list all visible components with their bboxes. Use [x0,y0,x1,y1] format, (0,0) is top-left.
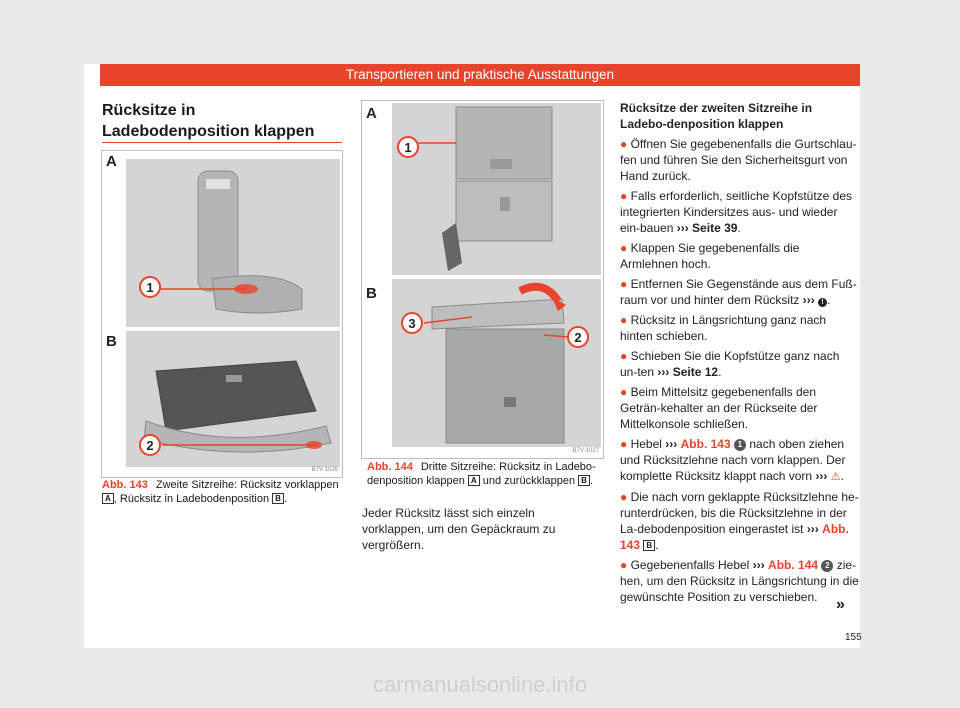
callout-2: 2 [146,438,154,453]
box-b: B [643,540,655,551]
caption-text: Zweite Sitzreihe: Rücksitz vorklappen [155,479,339,491]
seat-folded-illustration [126,159,340,327]
step-7: ● Beim Mittelsitz gegebenenfalls den Geträn-kehalter an der Rückseite der Mittelkonsole schließen. [620,385,818,431]
figure-143-code: B7V-1026 [311,467,338,473]
caution-icon: ! [818,298,827,307]
third-row-fold-illustration [392,279,601,447]
section-title: Rücksitze in Ladebodenposition klappen [102,102,315,140]
figure-143-number: Abb. 143 [102,479,148,491]
section-rule [102,142,342,143]
box-b: B [578,475,590,486]
box-a: A [468,475,480,486]
ref-arrows[interactable]: ››› [806,522,819,536]
page-ref-link[interactable]: ››› Seite 12 [657,365,719,379]
step-5: ● Rücksitz in Längsrichtung ganz nach hinten schieben. [620,313,827,343]
figure-144-panel-b [392,279,601,447]
bullet-icon: ● [620,558,628,572]
box-b: B [272,493,284,504]
box-a: A [102,493,114,504]
callout-1: 1 [146,280,154,295]
bullet-icon: ● [620,241,628,255]
figure-143-panel-b [126,331,340,467]
caption-text: und zurückklappen [482,475,576,487]
figure-143-label-a: A [106,153,117,170]
step-9: ● Die nach vorn geklappte Rücksitzlehne he-runterdrücken, bis die Rücksitzlehne in der La-debodenposition eingerastet ist ››› Abb. 143 B . [620,490,859,552]
bullet-icon: ● [620,137,628,151]
page-ref-link[interactable]: ››› Seite 39 [676,221,738,235]
step-6: ● Schieben Sie die Kopfstütze ganz nach un-ten ››› Seite 12. [620,349,840,379]
caption-text: . [283,493,288,505]
step-3: ● Klappen Sie gegebenenfalls die Armlehnen hoch. [620,241,800,271]
step-8: ● Hebel ››› Abb. 143 1 nach oben ziehen und Rücksitzlehne nach vorn klappen. Der komplette Rücksitz klappt nach vorn ››› ⚠. [620,437,846,483]
bullet-icon: ● [620,277,628,291]
step-2: ● Falls erforderlich, seitliche Kopfstütze des integrierten Kindersitzes aus- und wieder ein-bauen ››› Seite 39. [620,189,853,235]
figure-144-label-a: A [366,105,377,122]
callout-3: 3 [408,316,416,331]
continue-chevron-icon: » [836,596,845,613]
warning-icon: ⚠ [830,471,841,483]
figure-143-label-b: B [106,333,117,350]
figure-ref-link[interactable]: Abb. 143 [620,522,849,552]
figure-144-number: Abb. 144 [367,461,413,473]
intro-paragraph: Jeder Rücksitz lässt sich einzeln vorklappen, um den Gepäckraum zu vergrößern. [362,506,556,552]
figure-ref-link[interactable]: Abb. 144 [768,558,819,572]
callout-circle: 1 [734,439,746,451]
step-4: ● Entfernen Sie Gegenstände aus dem Fuß-raum vor und hinter dem Rücksitz ››› ! . [620,277,857,307]
step-10: ● Gegebenenfalls Hebel ››› Abb. 144 2 zie-hen, um den Rücksitz in Längsrichtung in die gewünschte Position zu verschieben. [620,558,859,604]
seat-load-floor-illustration [126,331,340,467]
ref-arrows[interactable]: ››› [665,437,678,451]
bullet-icon: ● [620,349,628,363]
figure-ref-link[interactable]: Abb. 143 [680,437,731,451]
figure-144-panel-a [392,103,601,275]
bullet-icon: ● [620,490,628,504]
figure-143-caption [102,478,342,506]
caption-text: Dritte Sitzreihe: Rücksitz in Ladebo-denposition klappen [367,461,596,487]
ref-arrows[interactable]: ››› [815,469,828,483]
figure-144 [361,100,604,459]
bullet-icon: ● [620,385,628,399]
figure-144-label-b: B [366,285,377,302]
ref-arrows[interactable]: ››› [752,558,765,572]
figure-144-caption [367,460,603,488]
callout-1: 1 [404,140,412,155]
instruction-heading: Rücksitze der zweiten Sitzreihe in Ladebo-denposition klappen [620,101,813,131]
figure-144-code: B7V-1027 [572,448,599,454]
bullet-icon: ● [620,313,628,327]
instruction-column [620,100,860,609]
chapter-banner: Transportieren und praktische Ausstattungen [100,64,860,86]
ref-arrows[interactable]: ››› [802,293,815,307]
step-1: ● Öffnen Sie gegebenenfalls die Gurtschlau-fen und führen Sie den Sicherheitsgurt von Hand zurück. [620,137,857,183]
figure-143 [101,150,343,478]
page-number: 155 [845,632,862,643]
third-row-seat-illustration [392,103,601,275]
callout-2: 2 [574,330,582,345]
caption-text: . [589,475,594,487]
figure-143-panel-a [126,159,340,327]
watermark: carmanualsonline.info [372,672,588,697]
caption-text: , Rücksitz in Ladebodenposition [113,493,270,505]
bullet-icon: ● [620,189,628,203]
bullet-icon: ● [620,437,628,451]
callout-circle: 2 [821,560,833,572]
